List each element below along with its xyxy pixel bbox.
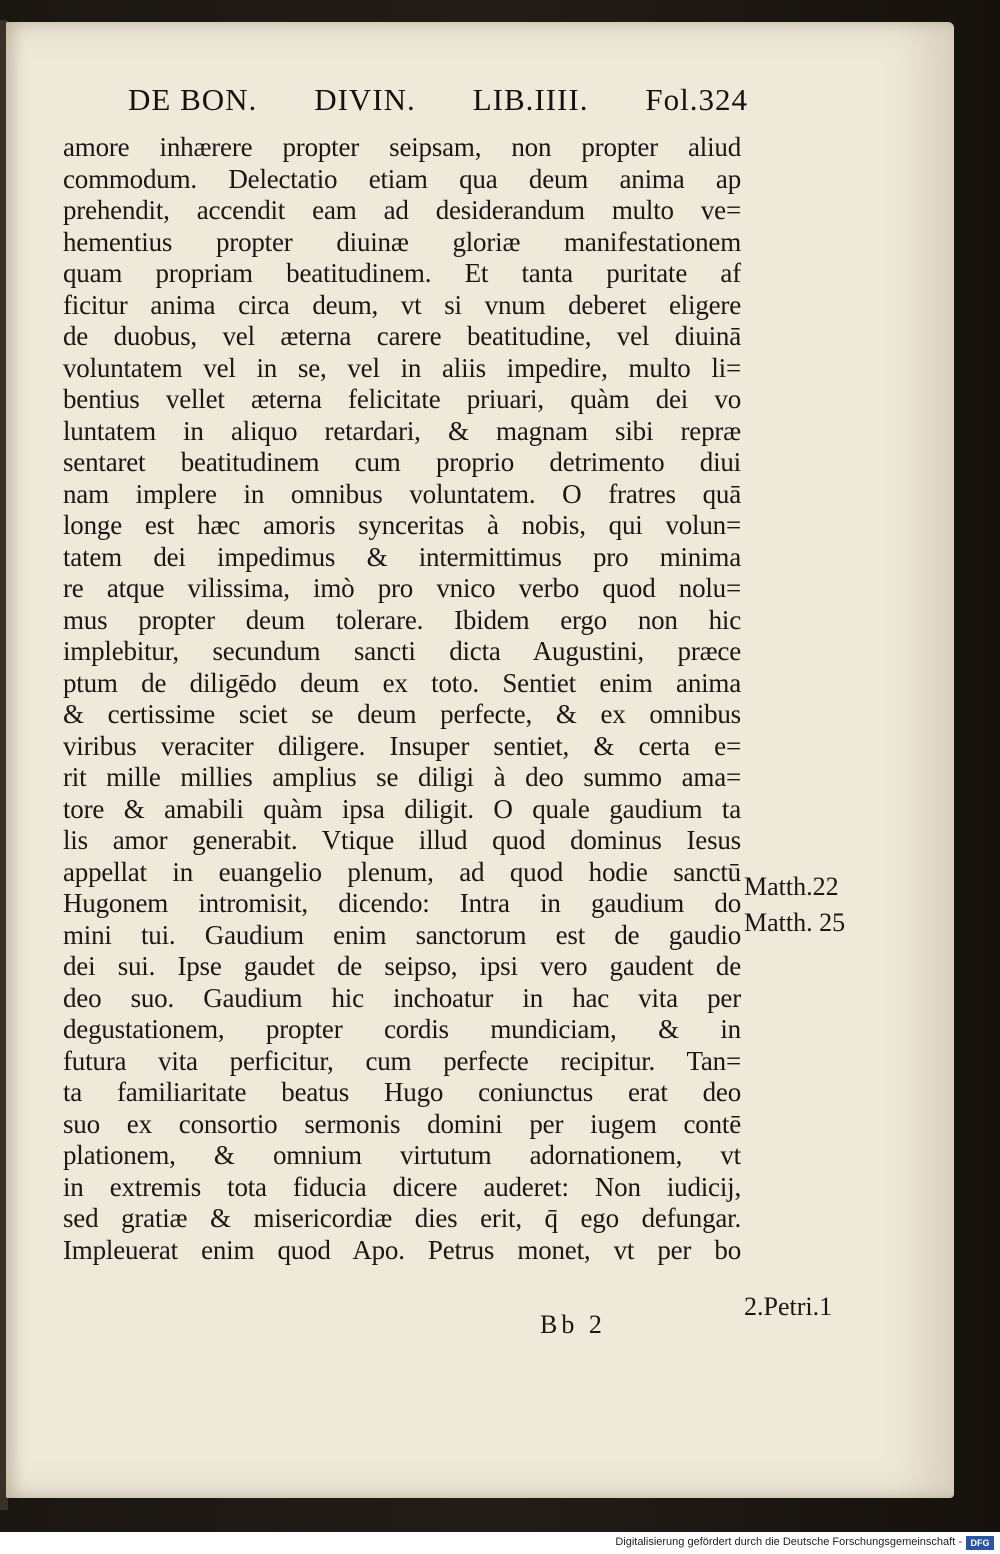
text-line: mini tui. Gaudium enim sanctorum est de gaudio (63, 919, 741, 950)
text-line: hementius propter diuinæ gloriæ manifestationem (63, 226, 741, 257)
text-line: Hugonem intromisit, dicendo: Intra in gaudium do (63, 888, 741, 918)
text-line: ptum de diligēdo deum ex toto. Sentiet enim anima (63, 667, 741, 698)
text-line: tatem dei impedimus & intermittimus pro minima (63, 541, 741, 572)
text-line: amore inhærere propter seipsam, non propter aliud (63, 132, 741, 162)
running-head (128, 82, 748, 126)
footer-credit: Digitalisierung gefördert durch die Deutsche Forschungsgemeinschaft - (615, 1536, 962, 1548)
text-line: rit mille millies amplius se diligi à deo summo ama= (63, 762, 741, 792)
text-line: luntatem in aliquo retardari, & magnam sibi repræ (63, 415, 741, 446)
text-line: mus propter deum tolerare. Ibidem ergo non hic (63, 604, 741, 635)
text-line: in extremis tota fiducia dicere auderet: Non iudicij, (63, 1171, 741, 1202)
text-line: quam propriam beatitudinem. Et tanta puritate af (63, 258, 741, 288)
text-line: ta familiaritate beatus Hugo coniunctus erat deo (63, 1077, 741, 1107)
text-line: prehendit, accendit eam ad desiderandum multo ve= (63, 195, 741, 225)
footer-bar (0, 1532, 1000, 1554)
margin-note-matth-22: Matth.22 (744, 872, 839, 901)
text-line: commodum. Delectatio etiam qua deum anima ap (63, 163, 741, 194)
text-line: voluntatem vel in se, vel in aliis impedire, multo li= (63, 352, 741, 383)
signature-mark: Bb 2 (540, 1310, 606, 1339)
running-head-divin: DIVIN. (314, 82, 416, 117)
text-line: plationem, & omnium virtutum adornationem, vt (63, 1140, 741, 1170)
margin-note-matth-25: Matth. 25 (744, 908, 846, 937)
body-text (63, 132, 741, 1266)
text-line: lis amor generabit. Vtique illud quod dominus Iesus (63, 825, 741, 855)
text-line: deo suo. Gaudium hic inchoatur in hac vita per (63, 982, 741, 1013)
text-line: implebitur, secundum sancti dicta Augustini, præce (63, 636, 741, 666)
text-line: suo ex consortio sermonis domini per iugem contē (63, 1108, 741, 1139)
text-line: viribus veraciter diligere. Insuper sentiet, & certa e= (63, 730, 741, 761)
text-line: Impleuerat enim quod Apo. Petrus monet, vt per bo (63, 1234, 741, 1265)
text-line: bentius vellet æterna felicitate priuari, quàm dei vo (63, 384, 741, 414)
text-line: tore & amabili quàm ipsa diligit. O quale gaudium ta (63, 793, 741, 824)
text-line: & certissime sciet se deum perfecte, & ex omnibus (63, 699, 741, 729)
text-line: sed gratiæ & misericordiæ dies erit, q̄ ego defungar. (63, 1203, 741, 1233)
text-line: degustationem, propter cordis mundiciam, & in (63, 1014, 741, 1044)
text-line: ficitur anima circa deum, vt si vnum deberet eligere (63, 289, 741, 320)
running-head-book: LIB.IIII. (472, 82, 589, 117)
text-line: sentaret beatitudinem cum proprio detrimento diui (63, 447, 741, 477)
text-line: longe est hæc amoris synceritas à nobis, qui volun= (63, 510, 741, 540)
folio-number: Fol.324 (645, 82, 748, 117)
text-line: dei sui. Ipse gaudet de seipso, ipsi vero gaudent de (63, 951, 741, 981)
text-line: futura vita perficitur, cum perfecte recipitur. Tan= (63, 1045, 741, 1076)
text-line: appellat in euangelio plenum, ad quod hodie sanctū (63, 856, 741, 887)
margin-note-petri: 2.Petri.1 (744, 1292, 833, 1321)
text-line: de duobus, vel æterna carere beatitudine, vel diuinā (63, 321, 741, 351)
text-line: re atque vilissima, imò pro vnico verbo quod nolu= (63, 573, 741, 603)
text-line: nam implere in omnibus voluntatem. O fratres quā (63, 478, 741, 509)
running-head-title: DE BON. (128, 82, 258, 117)
dfg-logo: DFG (966, 1536, 994, 1550)
